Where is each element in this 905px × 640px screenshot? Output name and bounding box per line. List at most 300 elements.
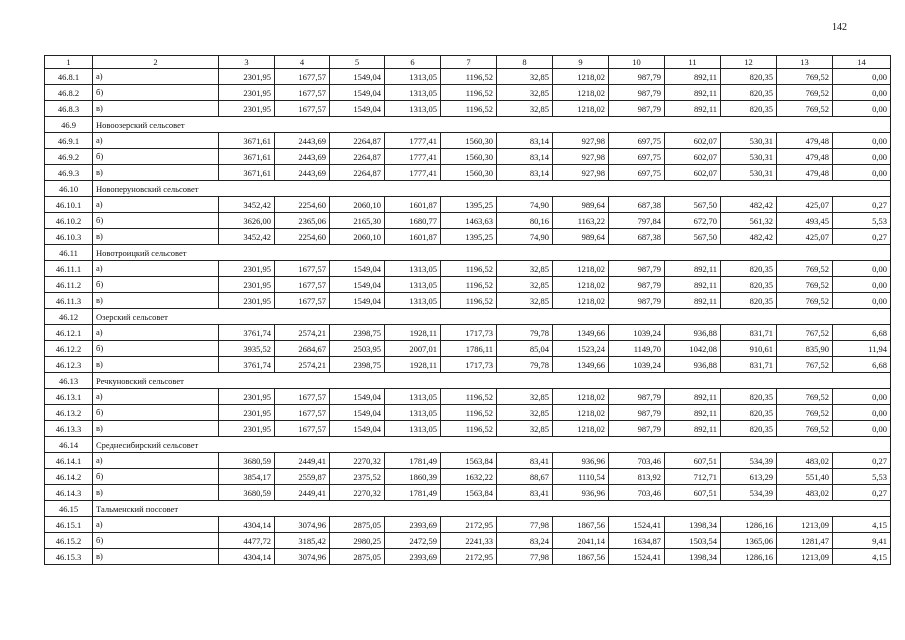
value-cell: 1503,54 [665,533,721,549]
value-cell: 3761,74 [219,357,275,373]
value-cell: 2264,87 [330,149,385,165]
section-name: Среднесибирский сельсовет [93,437,891,453]
value-cell: 892,11 [665,405,721,421]
row-label: в) [93,549,219,565]
value-cell: 1677,57 [275,293,330,309]
value-cell: 987,79 [609,277,665,293]
value-cell: 83,14 [497,165,553,181]
table-row [45,133,891,149]
value-cell: 1313,05 [385,261,441,277]
value-cell: 0,00 [833,133,891,149]
row-code: 46.10.1 [45,197,93,213]
value-cell: 479,48 [777,133,833,149]
value-cell: 1398,34 [665,517,721,533]
row-code: 46.15 [45,501,93,517]
value-cell: 534,39 [721,485,777,501]
value-cell: 3671,61 [219,149,275,165]
row-code: 46.11.3 [45,293,93,309]
value-cell: 1196,52 [441,293,497,309]
value-cell: 1549,04 [330,421,385,437]
value-cell: 892,11 [665,293,721,309]
row-label: б) [93,405,219,421]
value-cell: 0,00 [833,69,891,85]
value-cell: 769,52 [777,277,833,293]
value-cell: 767,52 [777,357,833,373]
value-cell: 769,52 [777,101,833,117]
value-cell: 425,07 [777,229,833,245]
table-row [45,325,891,341]
value-cell: 3935,52 [219,341,275,357]
value-cell: 820,35 [721,69,777,85]
value-cell: 2684,67 [275,341,330,357]
value-cell: 1196,52 [441,389,497,405]
value-cell: 1218,02 [553,293,609,309]
value-cell: 2301,95 [219,389,275,405]
value-cell: 672,70 [665,213,721,229]
column-header: 11 [665,56,721,69]
row-label: в) [93,421,219,437]
row-label: а) [93,133,219,149]
value-cell: 77,98 [497,517,553,533]
value-cell: 1218,02 [553,69,609,85]
row-code: 46.9.2 [45,149,93,165]
value-cell: 2393,69 [385,549,441,565]
value-cell: 1560,30 [441,133,497,149]
value-cell: 1042,08 [665,341,721,357]
value-cell: 2443,69 [275,165,330,181]
value-cell: 0,00 [833,149,891,165]
value-cell: 3680,59 [219,453,275,469]
value-cell: 1218,02 [553,101,609,117]
value-cell: 32,85 [497,85,553,101]
value-cell: 0,00 [833,293,891,309]
value-cell: 0,00 [833,421,891,437]
value-cell: 479,48 [777,149,833,165]
value-cell: 3074,96 [275,549,330,565]
table-row [45,85,891,101]
value-cell: 79,78 [497,357,553,373]
section-name: Новоозерский сельсовет [93,117,891,133]
value-cell: 769,52 [777,389,833,405]
row-code: 46.15.2 [45,533,93,549]
value-cell: 2301,95 [219,85,275,101]
value-cell: 1549,04 [330,293,385,309]
value-cell: 1398,34 [665,549,721,565]
value-cell: 6,68 [833,357,891,373]
value-cell: 32,85 [497,405,553,421]
value-cell: 2375,52 [330,469,385,485]
value-cell: 1601,87 [385,197,441,213]
value-cell: 0,00 [833,165,891,181]
row-code: 46.8.2 [45,85,93,101]
value-cell: 1313,05 [385,405,441,421]
value-cell: 2301,95 [219,261,275,277]
value-cell: 493,45 [777,213,833,229]
value-cell: 767,52 [777,325,833,341]
value-cell: 88,67 [497,469,553,485]
value-cell: 3185,42 [275,533,330,549]
table-row [45,293,891,309]
row-label: а) [93,197,219,213]
value-cell: 6,68 [833,325,891,341]
column-header: 1 [45,56,93,69]
value-cell: 2301,95 [219,293,275,309]
column-header: 9 [553,56,609,69]
value-cell: 687,38 [609,229,665,245]
value-cell: 2165,30 [330,213,385,229]
value-cell: 561,32 [721,213,777,229]
value-cell: 3074,96 [275,517,330,533]
row-code: 46.14.1 [45,453,93,469]
value-cell: 80,16 [497,213,553,229]
value-cell: 1549,04 [330,277,385,293]
value-cell: 2254,60 [275,229,330,245]
value-cell: 32,85 [497,421,553,437]
value-cell: 1281,47 [777,533,833,549]
value-cell: 831,71 [721,357,777,373]
value-cell: 5,53 [833,469,891,485]
value-cell: 2301,95 [219,101,275,117]
value-cell: 831,71 [721,325,777,341]
data-table [44,55,891,565]
value-cell: 2264,87 [330,133,385,149]
value-cell: 1677,57 [275,277,330,293]
value-cell: 2875,05 [330,549,385,565]
value-cell: 2007,01 [385,341,441,357]
value-cell: 425,07 [777,197,833,213]
row-label: в) [93,165,219,181]
value-cell: 820,35 [721,85,777,101]
row-code: 46.11.1 [45,261,93,277]
value-cell: 2301,95 [219,69,275,85]
value-cell: 3671,61 [219,133,275,149]
value-cell: 1677,57 [275,101,330,117]
value-cell: 927,98 [553,165,609,181]
row-label: в) [93,229,219,245]
value-cell: 820,35 [721,277,777,293]
value-cell: 602,07 [665,165,721,181]
row-code: 46.11.2 [45,277,93,293]
value-cell: 0,27 [833,229,891,245]
value-cell: 2875,05 [330,517,385,533]
row-code: 46.12 [45,309,93,325]
value-cell: 820,35 [721,261,777,277]
value-cell: 4304,14 [219,517,275,533]
value-cell: 1196,52 [441,261,497,277]
value-cell: 4477,72 [219,533,275,549]
value-cell: 2060,10 [330,197,385,213]
value-cell: 697,75 [609,165,665,181]
value-cell: 2574,21 [275,357,330,373]
value-cell: 703,46 [609,485,665,501]
row-code: 46.12.3 [45,357,93,373]
value-cell: 1677,57 [275,85,330,101]
value-cell: 987,79 [609,389,665,405]
value-cell: 703,46 [609,453,665,469]
table-row [45,149,891,165]
value-cell: 2301,95 [219,277,275,293]
value-cell: 83,41 [497,485,553,501]
value-cell: 3671,61 [219,165,275,181]
value-cell: 83,41 [497,453,553,469]
value-cell: 74,90 [497,197,553,213]
value-cell: 4,15 [833,517,891,533]
value-cell: 83,14 [497,149,553,165]
section-row [45,501,891,517]
row-label: а) [93,261,219,277]
value-cell: 892,11 [665,389,721,405]
value-cell: 1777,41 [385,133,441,149]
value-cell: 2398,75 [330,325,385,341]
value-cell: 1218,02 [553,405,609,421]
value-cell: 1549,04 [330,101,385,117]
value-cell: 1563,84 [441,453,497,469]
value-cell: 1395,25 [441,197,497,213]
value-cell: 1218,02 [553,421,609,437]
value-cell: 534,39 [721,453,777,469]
value-cell: 987,79 [609,69,665,85]
value-cell: 1677,57 [275,405,330,421]
value-cell: 769,52 [777,261,833,277]
value-cell: 987,79 [609,421,665,437]
section-row [45,437,891,453]
value-cell: 769,52 [777,405,833,421]
value-cell: 1313,05 [385,277,441,293]
row-label: б) [93,277,219,293]
section-row [45,181,891,197]
row-label: б) [93,213,219,229]
value-cell: 987,79 [609,101,665,117]
section-name: Тальменский поссовет [93,501,891,517]
value-cell: 74,90 [497,229,553,245]
value-cell: 0,00 [833,85,891,101]
value-cell: 530,31 [721,149,777,165]
value-cell: 1549,04 [330,389,385,405]
section-name: Озерский сельсовет [93,309,891,325]
column-header: 4 [275,56,330,69]
value-cell: 936,96 [553,453,609,469]
value-cell: 0,00 [833,277,891,293]
value-cell: 1786,11 [441,341,497,357]
row-code: 46.13.3 [45,421,93,437]
row-code: 46.12.1 [45,325,93,341]
section-row [45,309,891,325]
value-cell: 820,35 [721,389,777,405]
value-cell: 32,85 [497,293,553,309]
table-header-row [45,56,891,69]
value-cell: 1313,05 [385,85,441,101]
value-cell: 1781,49 [385,453,441,469]
value-cell: 2472,59 [385,533,441,549]
value-cell: 927,98 [553,149,609,165]
table-row [45,453,891,469]
value-cell: 687,38 [609,197,665,213]
value-cell: 697,75 [609,133,665,149]
value-cell: 4304,14 [219,549,275,565]
value-cell: 1313,05 [385,293,441,309]
value-cell: 1680,77 [385,213,441,229]
value-cell: 1313,05 [385,389,441,405]
table-row [45,261,891,277]
value-cell: 1560,30 [441,165,497,181]
table-row [45,389,891,405]
value-cell: 1218,02 [553,85,609,101]
value-cell: 1213,09 [777,517,833,533]
value-cell: 769,52 [777,421,833,437]
value-cell: 83,14 [497,133,553,149]
value-cell: 1349,66 [553,357,609,373]
value-cell: 987,79 [609,293,665,309]
value-cell: 32,85 [497,261,553,277]
value-cell: 1632,22 [441,469,497,485]
row-label: а) [93,69,219,85]
value-cell: 32,85 [497,101,553,117]
table-row [45,277,891,293]
value-cell: 0,27 [833,453,891,469]
section-row [45,117,891,133]
value-cell: 2301,95 [219,421,275,437]
value-cell: 607,51 [665,485,721,501]
table-row [45,101,891,117]
value-cell: 0,00 [833,261,891,277]
table-row [45,469,891,485]
row-code: 46.14 [45,437,93,453]
row-code: 46.10.3 [45,229,93,245]
row-code: 46.9 [45,117,93,133]
value-cell: 479,48 [777,165,833,181]
value-cell: 936,96 [553,485,609,501]
value-cell: 989,64 [553,229,609,245]
value-cell: 2365,06 [275,213,330,229]
value-cell: 1196,52 [441,277,497,293]
section-row [45,245,891,261]
value-cell: 3452,42 [219,229,275,245]
value-cell: 0,00 [833,101,891,117]
value-cell: 2443,69 [275,133,330,149]
value-cell: 892,11 [665,101,721,117]
column-header: 12 [721,56,777,69]
value-cell: 2270,32 [330,485,385,501]
value-cell: 0,00 [833,389,891,405]
value-cell: 1549,04 [330,85,385,101]
row-code: 46.9.1 [45,133,93,149]
value-cell: 1463,63 [441,213,497,229]
section-row [45,373,891,389]
value-cell: 936,88 [665,357,721,373]
table-row [45,341,891,357]
table-row [45,229,891,245]
value-cell: 5,53 [833,213,891,229]
value-cell: 1928,11 [385,325,441,341]
table-row [45,517,891,533]
value-cell: 530,31 [721,165,777,181]
row-code: 46.10 [45,181,93,197]
table-row [45,533,891,549]
value-cell: 530,31 [721,133,777,149]
value-cell: 1928,11 [385,357,441,373]
value-cell: 910,61 [721,341,777,357]
value-cell: 1560,30 [441,149,497,165]
row-label: а) [93,325,219,341]
row-code: 46.12.2 [45,341,93,357]
value-cell: 769,52 [777,293,833,309]
value-cell: 1549,04 [330,261,385,277]
value-cell: 607,51 [665,453,721,469]
value-cell: 483,02 [777,453,833,469]
column-header: 10 [609,56,665,69]
table-row [45,549,891,565]
column-header: 8 [497,56,553,69]
section-name: Новотроицкий сельсовет [93,245,891,261]
value-cell: 2060,10 [330,229,385,245]
value-cell: 2270,32 [330,453,385,469]
value-cell: 1634,87 [609,533,665,549]
row-code: 46.8.3 [45,101,93,117]
value-cell: 1860,39 [385,469,441,485]
value-cell: 567,50 [665,229,721,245]
value-cell: 1867,56 [553,549,609,565]
table-row [45,421,891,437]
value-cell: 3680,59 [219,485,275,501]
value-cell: 602,07 [665,133,721,149]
value-cell: 2443,69 [275,149,330,165]
column-header: 2 [93,56,219,69]
value-cell: 482,42 [721,229,777,245]
row-label: а) [93,389,219,405]
value-cell: 11,94 [833,341,891,357]
row-code: 46.15.1 [45,517,93,533]
value-cell: 820,35 [721,293,777,309]
value-cell: 2254,60 [275,197,330,213]
row-label: в) [93,101,219,117]
value-cell: 1039,24 [609,325,665,341]
row-code: 46.13 [45,373,93,389]
value-cell: 2393,69 [385,517,441,533]
value-cell: 2449,41 [275,485,330,501]
row-label: б) [93,469,219,485]
row-label: в) [93,357,219,373]
value-cell: 3452,42 [219,197,275,213]
page-number: 142 [832,22,847,33]
row-label: б) [93,341,219,357]
value-cell: 1039,24 [609,357,665,373]
value-cell: 835,90 [777,341,833,357]
value-cell: 3854,17 [219,469,275,485]
value-cell: 892,11 [665,277,721,293]
row-code: 46.13.1 [45,389,93,405]
value-cell: 85,04 [497,341,553,357]
value-cell: 1717,73 [441,325,497,341]
value-cell: 4,15 [833,549,891,565]
value-cell: 2398,75 [330,357,385,373]
value-cell: 892,11 [665,69,721,85]
table-body [45,69,891,565]
value-cell: 2264,87 [330,165,385,181]
value-cell: 613,29 [721,469,777,485]
row-label: б) [93,85,219,101]
column-header: 5 [330,56,385,69]
value-cell: 32,85 [497,69,553,85]
value-cell: 712,71 [665,469,721,485]
table-row [45,165,891,181]
value-cell: 769,52 [777,69,833,85]
value-cell: 1677,57 [275,261,330,277]
table-row [45,485,891,501]
table-row [45,69,891,85]
value-cell: 1395,25 [441,229,497,245]
value-cell: 1286,16 [721,549,777,565]
row-code: 46.11 [45,245,93,261]
